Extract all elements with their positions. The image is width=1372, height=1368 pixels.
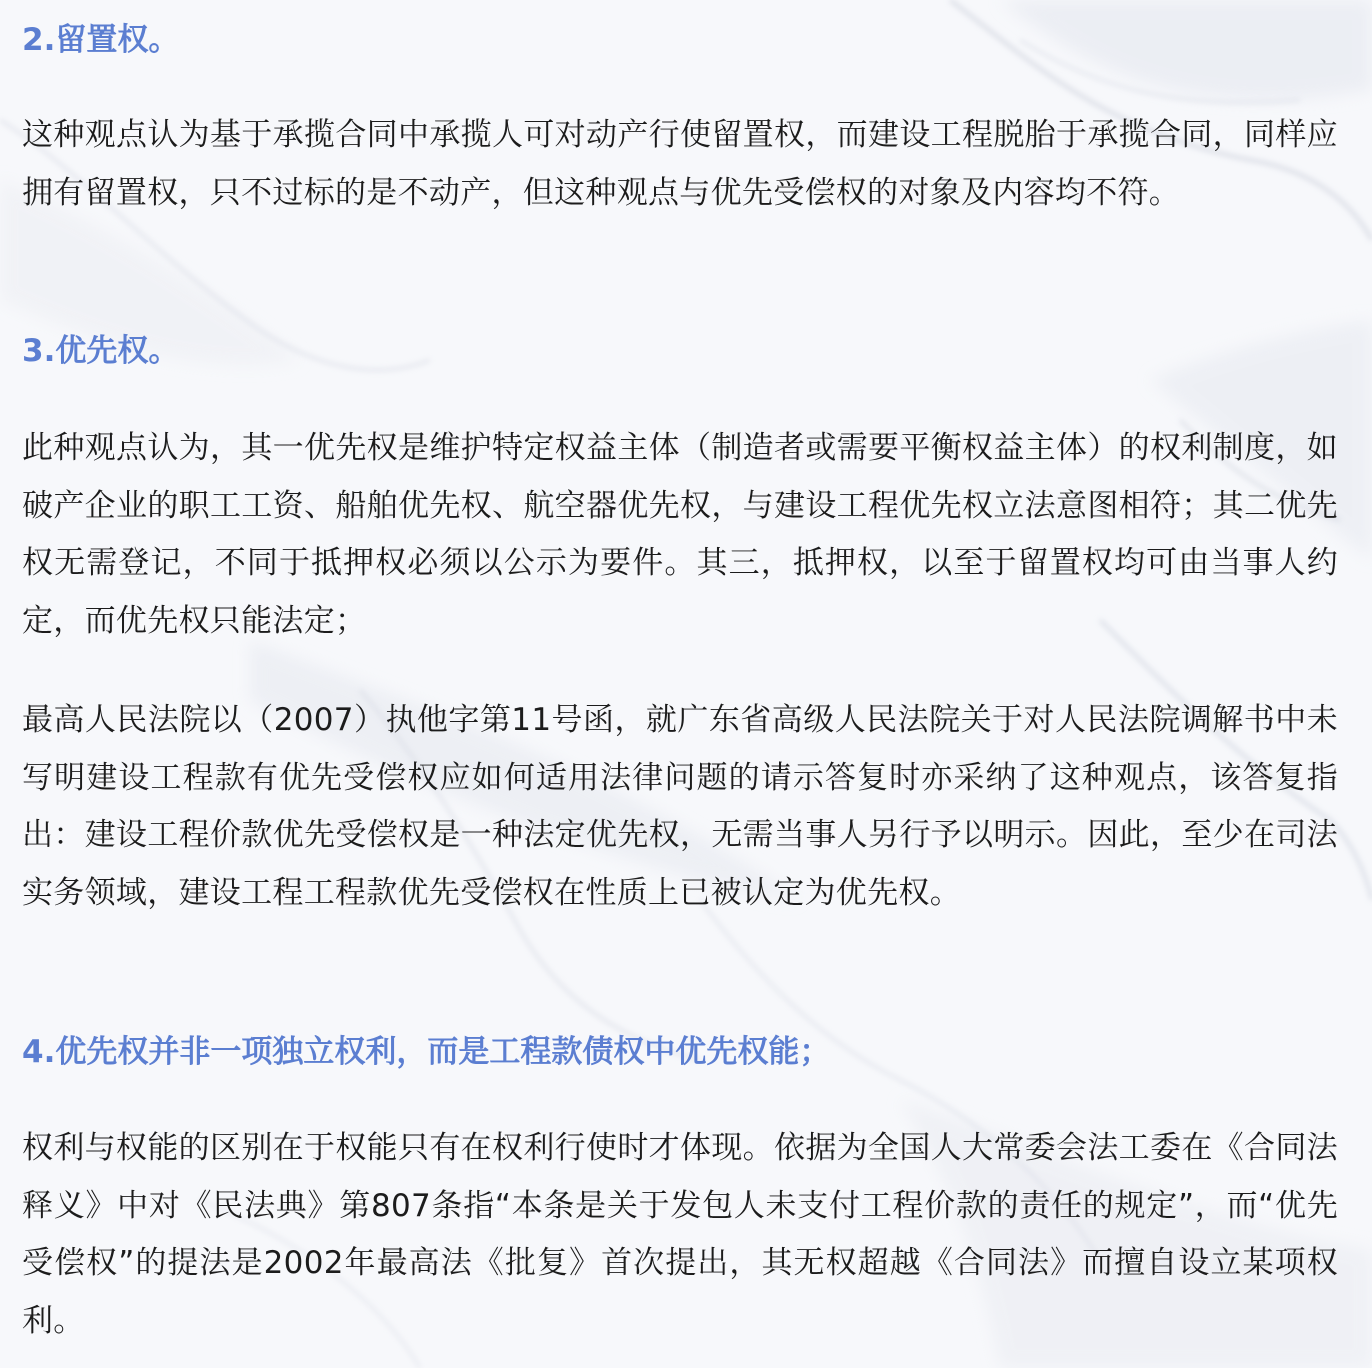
- paragraph-lien-view: 这种观点认为基于承揽合同中承揽人可对动产行使留置权，而建设工程脱胎于承揽合同，同样应拥有留置权，只不过标的是不动产，但这种观点与优先受偿权的对象及内容均不符。: [22, 117, 1338, 211]
- section-heading-power: 4.优先权并非一项独立权利，而是工程款债权中优先权能；: [22, 1034, 831, 1070]
- paragraph-priority-view: 此种观点认为，其一优先权是维护特定权益主体（制造者或需要平衡权益主体）的权利制度，如破产企业的职工工资、船舶优先权、航空器优先权，与建设工程优先权立法意图相符；其二优先权无需登记，不同于抵押权必须以公示为要件。其三，抵押权，以至于留置权均可由当事人约定，而优先权只能法定；: [22, 430, 1338, 639]
- section-heading-priority: 3.优先权。: [22, 333, 180, 369]
- paragraph-right-vs-power: 权利与权能的区别在于权能只有在权利行使时才体现。依据为全国人大常委会法工委在《合同法释义》中对《民法典》第807条指“本条是关于发包人未支付工程价款的责任的规定”，而“优先受偿权”的提法是2002年最高法《批复》首次提出，其无权超越《合同法》而擅自设立某项权利。: [22, 1130, 1338, 1339]
- section-heading-lien: 2.留置权。: [22, 22, 180, 58]
- paragraph-supreme-court-reply: 最高人民法院以（2007）执他字第11号函，就广东省高级人民法院关于对人民法院调解书中未写明建设工程款有优先受偿权应如何适用法律问题的请示答复时亦采纳了这种观点，该答复指出：建设工程价款优先受偿权是一种法定优先权，无需当事人另行予以明示。因此，至少在司法实务领域，建设工程工程款优先受偿权在性质上已被认定为优先权。: [22, 702, 1338, 911]
